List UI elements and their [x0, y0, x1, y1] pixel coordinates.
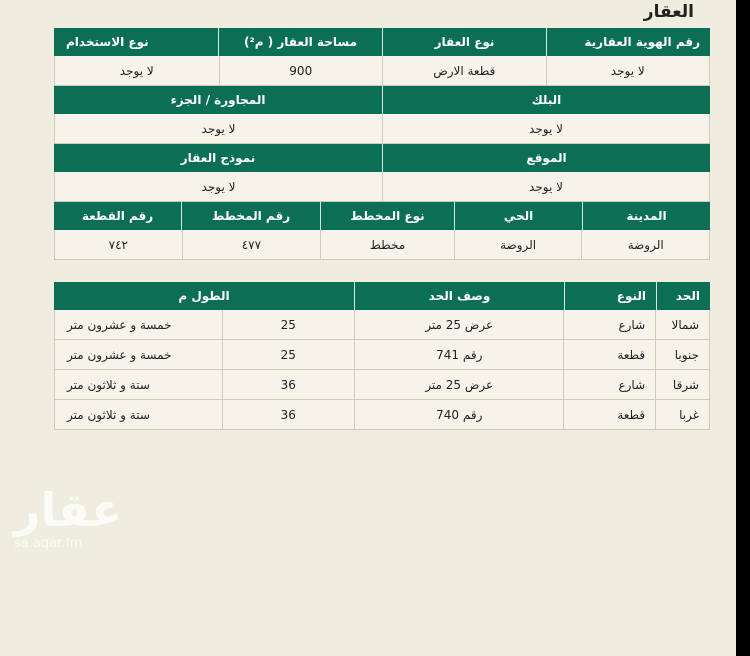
boundary-row — [54, 340, 710, 370]
type-cell: قطعة — [563, 340, 655, 370]
value-cell: لا يوجد — [382, 114, 709, 144]
side-cell: شمالا — [655, 310, 709, 340]
header-row — [54, 282, 710, 310]
aqar-watermark — [14, 483, 144, 551]
side-cell: غربا — [655, 400, 709, 430]
value-cell: لا يوجد — [546, 56, 710, 86]
header-cell: الحد — [656, 282, 710, 310]
aqar-logo: عقار — [14, 483, 123, 537]
value-row — [54, 172, 710, 202]
length-cell: 25 — [222, 310, 355, 340]
header-cell: البلك — [382, 86, 710, 114]
value-row — [54, 114, 710, 144]
length-words-cell: خمسة و عشرون متر — [55, 310, 222, 340]
watermark-url: sa.aqar.fm — [14, 536, 83, 551]
value-row — [54, 230, 710, 260]
length-cell: 25 — [222, 340, 355, 370]
boundary-row — [54, 370, 710, 400]
type-cell: قطعة — [563, 400, 655, 430]
type-cell: شارع — [563, 370, 655, 400]
header-cell: رقم المخطط — [181, 202, 320, 230]
value-cell: لا يوجد — [382, 172, 709, 202]
value-cell: ٧٤٢ — [55, 230, 182, 260]
boundary-row — [54, 310, 710, 340]
section-title: العقار — [643, 2, 694, 22]
header-cell: رقم الهوية العقارية — [546, 28, 710, 56]
length-words-cell: ستة و ثلاثون متر — [55, 370, 222, 400]
boundaries-table — [54, 282, 710, 430]
header-cell: نموذج العقار — [54, 144, 382, 172]
value-cell: لا يوجد — [55, 172, 382, 202]
value-cell: 900 — [219, 56, 383, 86]
length-cell: 36 — [222, 370, 355, 400]
side-cell: شرقا — [655, 370, 709, 400]
length-words-cell: ستة و ثلاثون متر — [55, 400, 222, 430]
value-row — [54, 56, 710, 86]
value-cell: قطعة الارض — [382, 56, 546, 86]
side-cell: جنوبا — [655, 340, 709, 370]
header-cell: المجاورة / الجزء — [54, 86, 382, 114]
desc-cell: رقم 740 — [354, 400, 563, 430]
header-cell: رقم القطعة — [54, 202, 181, 230]
value-cell: مخطط — [320, 230, 454, 260]
header-row — [54, 28, 710, 56]
desc-cell: عرض 25 متر — [354, 370, 563, 400]
value-cell: الروضة — [454, 230, 582, 260]
header-cell: نوع الاستخدام — [54, 28, 218, 56]
header-cell: المدينة — [582, 202, 710, 230]
header-row — [54, 86, 710, 114]
header-cell: وصف الحد — [354, 282, 564, 310]
header-cell: نوع العقار — [382, 28, 546, 56]
header-cell: الطول م — [54, 282, 354, 310]
value-cell: لا يوجد — [55, 114, 382, 144]
property-info-table — [54, 28, 710, 260]
boundary-row — [54, 400, 710, 430]
length-words-cell: خمسة و عشرون متر — [55, 340, 222, 370]
type-cell: شارع — [563, 310, 655, 340]
value-cell: ٤٧٧ — [182, 230, 321, 260]
header-row — [54, 144, 710, 172]
header-cell: النوع — [564, 282, 656, 310]
value-cell: لا يوجد — [55, 56, 219, 86]
value-cell: الروضة — [581, 230, 709, 260]
header-cell: مساحة العقار ( م²) — [218, 28, 382, 56]
length-cell: 36 — [222, 400, 355, 430]
desc-cell: عرض 25 متر — [354, 310, 563, 340]
header-cell: الحي — [454, 202, 582, 230]
header-row — [54, 202, 710, 230]
header-cell: نوع المخطط — [320, 202, 454, 230]
desc-cell: رقم 741 — [354, 340, 563, 370]
header-cell: الموقع — [382, 144, 710, 172]
